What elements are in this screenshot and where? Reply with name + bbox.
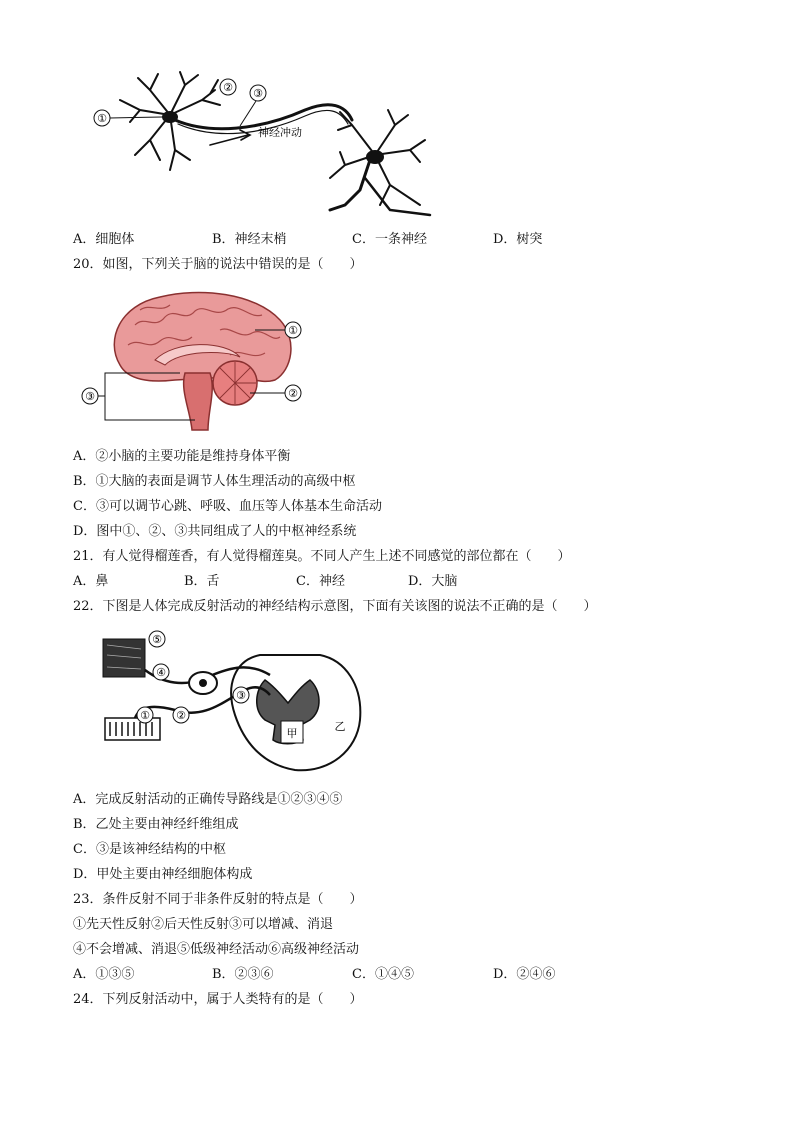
neuron-label-1: ① bbox=[97, 112, 107, 125]
q20-option-d[interactable]: D．图中①、②、③共同组成了人的中枢神经系统 bbox=[73, 524, 357, 539]
brain-diagram bbox=[80, 285, 320, 435]
q20-option-a[interactable]: A．②小脑的主要功能是维持身体平衡 bbox=[73, 449, 291, 464]
q22-option-d[interactable]: D．甲处主要由神经细胞体构成 bbox=[73, 867, 253, 882]
q19-option-a[interactable]: A．细胞体 bbox=[73, 232, 135, 247]
q19-option-b[interactable]: B．神经末梢 bbox=[212, 232, 287, 247]
brain-label-2: ② bbox=[288, 387, 298, 400]
neuron-label-3: ③ bbox=[253, 87, 263, 100]
reflex-label-5: ⑤ bbox=[152, 633, 162, 646]
q22-option-c[interactable]: C．③是该神经结构的中枢 bbox=[73, 842, 226, 857]
reflex-label-4: ④ bbox=[156, 666, 166, 679]
brain-label-1: ① bbox=[288, 324, 298, 337]
reflex-label-2: ② bbox=[176, 709, 186, 722]
q23-stem: 23．条件反射不同于非条件反射的特点是（ ） bbox=[73, 892, 363, 907]
reflex-label-jia: 甲 bbox=[286, 727, 298, 740]
q23-items-line1: ①先天性反射②后天性反射③可以增减、消退 bbox=[73, 917, 334, 932]
reflex-label-yi: 乙 bbox=[334, 720, 346, 733]
q22-option-a[interactable]: A．完成反射活动的正确传导路线是①②③④⑤ bbox=[73, 792, 343, 807]
reflex-label-1: ① bbox=[140, 709, 150, 722]
q20-stem: 20．如图，下列关于脑的说法中错误的是（ ） bbox=[73, 257, 363, 272]
neuron-diagram bbox=[90, 60, 440, 220]
reflex-label-3: ③ bbox=[236, 689, 246, 702]
q21-option-a[interactable]: A．鼻 bbox=[73, 574, 109, 589]
q19-option-c[interactable]: C．一条神经 bbox=[352, 232, 427, 247]
q23-option-d[interactable]: D．②④⑥ bbox=[493, 967, 556, 982]
q24-stem: 24．下列反射活动中，属于人类特有的是（ ） bbox=[73, 992, 363, 1007]
q23-option-c[interactable]: C．①④⑤ bbox=[352, 967, 414, 982]
neuron-label-2: ② bbox=[223, 81, 233, 94]
q19-option-d[interactable]: D．树突 bbox=[493, 232, 543, 247]
q22-stem: 22．下图是人体完成反射活动的神经结构示意图，下面有关该图的说法不正确的是（ ） bbox=[73, 599, 597, 614]
q21-option-c[interactable]: C．神经 bbox=[296, 574, 345, 589]
q20-option-b[interactable]: B．①大脑的表面是调节人体生理活动的高级中枢 bbox=[73, 474, 356, 489]
q21-stem: 21．有人觉得榴莲香，有人觉得榴莲臭。不同人产生上述不同感觉的部位都在（ ） bbox=[73, 549, 571, 564]
q23-items-line2: ④不会增减、消退⑤低级神经活动⑥高级神经活动 bbox=[73, 942, 360, 957]
nerve-impulse-label: 神经冲动 bbox=[258, 126, 302, 139]
q20-option-c[interactable]: C．③可以调节心跳、呼吸、血压等人体基本生命活动 bbox=[73, 499, 382, 514]
q22-option-b[interactable]: B．乙处主要由神经纤维组成 bbox=[73, 817, 239, 832]
q21-option-b[interactable]: B．舌 bbox=[184, 574, 220, 589]
brain-label-3: ③ bbox=[85, 390, 95, 403]
q23-option-a[interactable]: A．①③⑤ bbox=[73, 967, 135, 982]
q21-option-d[interactable]: D．大脑 bbox=[408, 574, 458, 589]
q23-option-b[interactable]: B．②③⑥ bbox=[212, 967, 274, 982]
reflex-arc-diagram bbox=[95, 625, 370, 780]
